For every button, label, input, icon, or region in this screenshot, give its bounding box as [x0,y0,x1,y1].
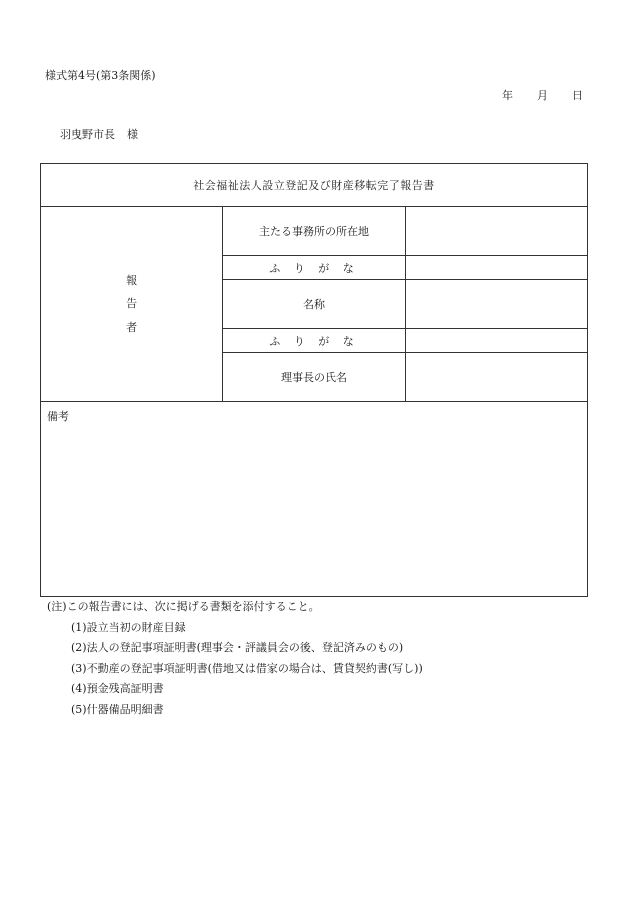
remarks-label: 備考 [47,410,69,423]
note-item: (2)法人の登記事項証明書(理事会・評議員会の後、登記済みのもの) [71,641,404,654]
address-label: 主たる事務所の所在地 [223,207,405,256]
name-label: 名称 [223,280,405,329]
form-number: 様式第4号(第3条関係) [45,69,156,82]
address-field[interactable] [405,207,587,256]
note-item: (4)預金残高証明書 [71,682,164,695]
remarks-field[interactable] [41,402,588,597]
addressee-honorific: 様 [127,128,138,141]
note-item: (5)什器備品明細書 [71,702,164,716]
addressee-name: 羽曳野市長 [60,128,115,141]
furigana-field-chief[interactable] [405,329,587,353]
chief-name-label: 理事長の氏名 [223,353,405,402]
notes-heading: (注)この報告書には、次に掲げる書類を添付すること。 [47,600,320,613]
side-char: 告 [126,297,138,311]
furigana-field-name[interactable] [405,256,587,280]
chief-name-field[interactable] [405,353,587,402]
reporter-side-label [41,207,223,402]
notes-section [47,597,423,720]
note-item: (3)不動産の登記事項証明書(借地又は借家の場合は、賃貸契約書(写し)) [71,661,423,675]
furigana-label-name: ふ り が な [223,256,405,280]
addressee [60,126,138,142]
side-char: 者 [126,320,138,334]
date-line [502,87,583,103]
form-title: 社会福祉法人設立登記及び財産移転完了報告書 [41,164,588,207]
date-day-label: 日 [572,89,583,102]
date-year-label: 年 [502,89,513,102]
date-month-label: 月 [537,89,548,102]
furigana-label-chief: ふ り が な [223,329,405,353]
name-field[interactable] [405,280,587,329]
side-char: 報 [126,273,138,287]
report-form-table [40,163,588,597]
note-item: (1)設立当初の財産目録 [71,620,186,634]
